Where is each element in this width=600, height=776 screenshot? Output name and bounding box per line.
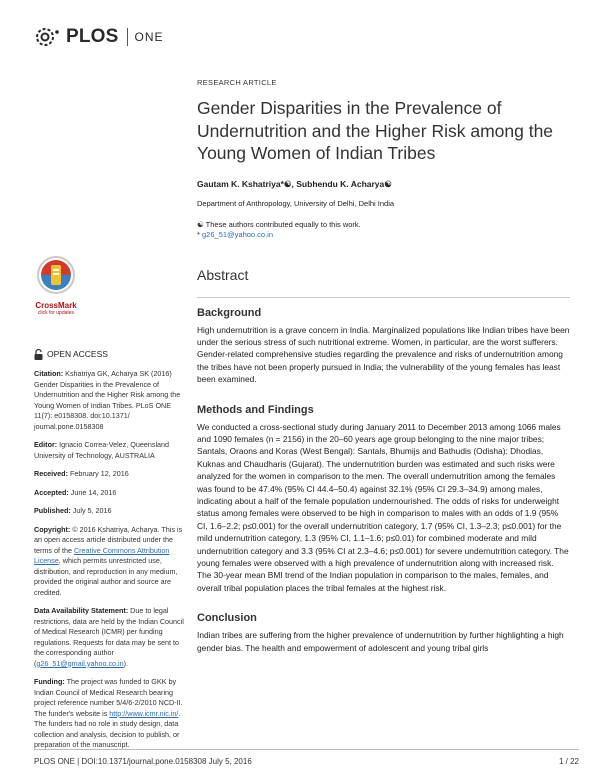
accepted-block xyxy=(34,488,186,499)
data-availability-text-cont: ). xyxy=(123,658,129,668)
crossmark-title: CrossMark xyxy=(35,301,77,310)
page-footer xyxy=(34,757,579,766)
plos-logo-icon xyxy=(34,26,62,48)
published-label: Published: xyxy=(34,506,71,515)
email-marker: * xyxy=(197,229,200,239)
open-access-text: OPEN ACCESS xyxy=(47,349,108,360)
data-availability-text: Due to legal restrictions, data are held by the Indian Council of Medical Research (ICMR) per funding regulations. Requests for data may be sent to the corresponding author ( xyxy=(34,606,184,668)
abstract-heading: Abstract xyxy=(197,266,249,283)
open-lock-icon xyxy=(34,349,43,360)
open-access-label xyxy=(34,349,186,360)
background-text: High undernutrition is a grave concern in India. Marginalized populations like Indian tribes have been under the serious stress of such nutritional extreme. Women, in particular, are the worst sufferers. Gender-related comprehensive studies regarding the prevalence and risks of undernutrition among the tribes have not been properly pursued in India; the vulnerability of the young females has least been examined. xyxy=(197,324,570,385)
funding-text: The project was funded to GKK by Indian Council of Medical Research bearing project reference number 5/4/6-2/2010 NCD-II. The funder's website is xyxy=(34,677,183,718)
received-date: February 12, 2016 xyxy=(69,469,129,478)
editor-block xyxy=(34,440,186,461)
conclusion-heading: Conclusion xyxy=(197,612,257,625)
funding-block xyxy=(34,677,186,751)
author-list: Gautam K. Kshatriya*☯, Subhendu K. Acharya☯ xyxy=(197,178,392,189)
citation-label: Citation: xyxy=(34,369,64,378)
footer-citation: PLOS ONE | DOI:10.1371/journal.pone.0158308 July 5, 2016 xyxy=(34,757,252,766)
accepted-label: Accepted: xyxy=(34,487,69,497)
methods-text: We conducted a cross-sectional study during January 2011 to December 2013 among 1066 males and 1090 females (n = 2156) in the 20–60 years age group belonging to the nine major tribes; Santals, Oraons and Koras (West Bengal): Santals, Bhumijs and Bathudis (Odisha): Dhodias, Kuknas and Chaudharis (Gujarat). The undernutrition burden was estimated and such risks were analyzed for the women in comparison to the men. The overall undernutrition among the females was found to be 47.4% (95% CI 44.4–50.4) against 32.1% (95% CI 29.3–34.9) among males, indicating about a half of the female population undernourished. The odds of risks for underweight status among females were observed to be high in comparison to males with an odds of 1.9 (95% CI, 1.6–2.2; p≤0.001) for the overall undernutrition category, 1.7 (95% CI, 1.3–2.3; p≤0.001) for the mild undernutrition category, 1.3 (95% CI, 1.1–1.6; p≤0.01) for combined moderate and mild undernutrition category and 3.3 (95% CI at 2.3–4.6; p≤0.001) for severe undernutrition category. The young females were observed with a high prevalence of undernutrition along with increased risk. The 30-year mean BMI trend of the Indian population in comparison to the males, females, and overall tribal population places the tribal females at the highest risk. xyxy=(197,421,569,593)
funding-label: Funding: xyxy=(34,677,65,686)
crossmark-badge[interactable] xyxy=(34,255,78,316)
affiliation: Department of Anthropology, University of Delhi, Delhi India xyxy=(197,198,395,208)
plos-one-logo xyxy=(34,26,164,48)
published-date: July 5, 2016 xyxy=(72,506,112,515)
corresponding-email-link[interactable]: g26_51@yahoo.co.in xyxy=(202,229,274,239)
author-notes xyxy=(197,220,570,240)
received-block xyxy=(34,469,186,480)
conclusion-text: Indian tribes are suffering from the higher prevalence of undernutrition by further highlighting a high gender bias. The health and empowerment of adolescent and young tribal girls xyxy=(197,630,564,653)
article-type: RESEARCH ARTICLE xyxy=(197,78,277,87)
footer-divider xyxy=(34,749,579,750)
copyright-text-cont: , which permits unrestricted use, distribution, and reproduction in any medium, provided the original author and source are credited. xyxy=(34,556,178,597)
editor-text: Ignacio Correa-Velez, Queensland University of Technology, AUSTRALIA xyxy=(34,440,170,460)
methods-heading: Methods and Findings xyxy=(197,403,314,416)
background-heading: Background xyxy=(197,306,262,319)
copyright-text: © 2016 Kshatriya, Acharya. This is an open access article distributed under the terms of the xyxy=(34,524,183,555)
abstract-divider xyxy=(197,297,570,298)
journal-name: ONE xyxy=(134,30,164,44)
citation-block xyxy=(34,369,186,432)
citation-text: Kshatriya GK, Acharya SK (2016) Gender Disparities in the Prevalence of Undernutrition and the Higher Risk among the Young Women of Indian Tribes. PLoS ONE 11(7): e0158308. doi:10.1371/ journal.pone.0158308 xyxy=(34,369,181,431)
page-number: 1 / 22 xyxy=(558,757,579,766)
copyright-block xyxy=(34,525,186,599)
funder-website-link[interactable]: http://www.icmr.nic.in/ xyxy=(109,708,179,718)
received-label: Received: xyxy=(34,469,68,478)
corresponding-email-line xyxy=(197,230,570,240)
data-email-link[interactable]: g26_51@gmail.yahoo.co.in xyxy=(36,658,124,668)
crossmark-subtitle: click for updates xyxy=(37,310,75,316)
article-title: Gender Disparities in the Prevalence of Undernutrition and the Higher Risk among the Young Women of Indian Tribes xyxy=(197,98,554,163)
equal-contribution-note: ☯ These authors contributed equally to this work. xyxy=(197,219,361,229)
brand-name: PLOS xyxy=(66,26,119,47)
license-link[interactable]: Creative Commons Attribution License xyxy=(34,545,170,565)
article-sidebar xyxy=(34,349,186,759)
editor-label: Editor: xyxy=(34,440,58,449)
funding-text-cont: . The funders had no role in study design, data collection and analysis, decision to publish, or preparation of the manuscript. xyxy=(34,708,181,749)
data-availability-label: Data Availability Statement: xyxy=(34,606,129,615)
article-main xyxy=(197,78,570,654)
published-block xyxy=(34,506,186,517)
logo-divider xyxy=(127,28,128,46)
data-availability-block xyxy=(34,606,186,669)
accepted-date: June 14, 2016 xyxy=(70,487,117,497)
copyright-label: Copyright: xyxy=(34,524,71,534)
crossmark-icon xyxy=(36,255,76,295)
